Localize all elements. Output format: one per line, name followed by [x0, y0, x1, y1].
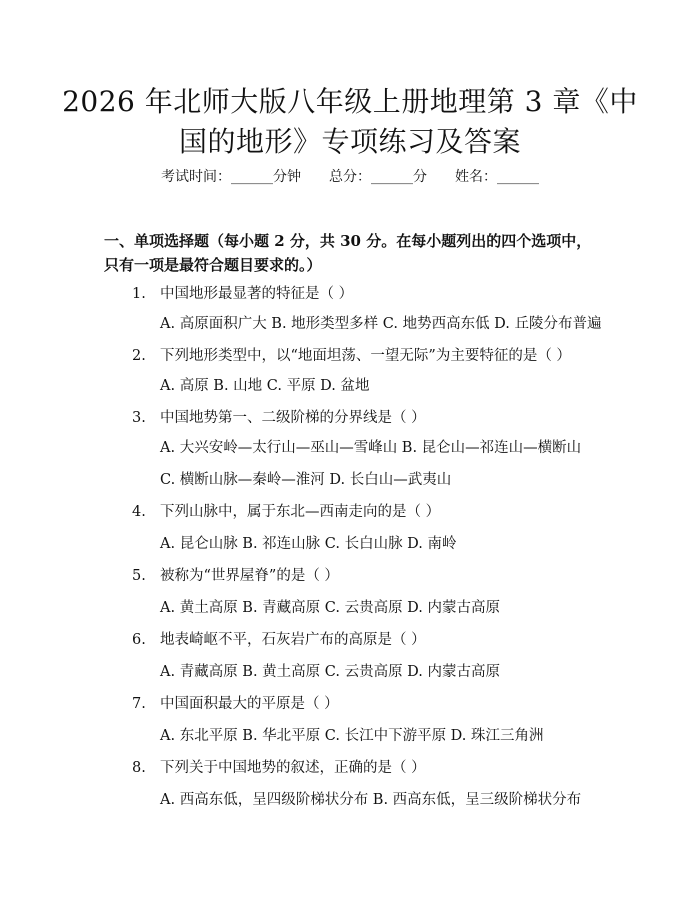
question-2-options: A. 高原 B. 山地 C. 平原 D. 盆地 — [160, 378, 370, 394]
question-number: 6. — [132, 632, 146, 648]
question-text: 下列地形类型中，以“地面坦荡、一望无际”为主要特征的是（ ） — [160, 348, 571, 364]
question-text: 中国面积最大的平原是（ ） — [160, 696, 339, 712]
question-7-options: A. 东北平原 B. 华北平原 C. 长江中下游平原 D. 珠江三角洲 — [160, 728, 544, 744]
question-3-options-line-2: C. 横断山脉—秦岭—淮河 D. 长白山—武夷山 — [160, 472, 452, 488]
question-5-stem — [132, 565, 339, 587]
question-number: 2. — [132, 348, 146, 364]
student-name-field: 姓名：______ — [455, 169, 539, 185]
question-3-stem — [132, 407, 426, 429]
question-1-options: A. 高原面积广大 B. 地形类型多样 C. 地势西高东低 D. 丘陵分布普遍 — [160, 316, 602, 332]
question-7-stem — [132, 693, 339, 715]
question-4-stem — [132, 501, 440, 523]
document-title-line-1: 2026 年北师大版八年级上册地理第 3 章《中 — [62, 85, 638, 118]
question-3-options-line-1: A. 大兴安岭—太行山—巫山—雪峰山 B. 昆仑山—祁连山—横断山 — [160, 440, 582, 456]
total-score-field: 总分：______分 — [329, 169, 427, 185]
question-5-options: A. 黄土高原 B. 青藏高原 C. 云贵高原 D. 内蒙古高原 — [160, 600, 501, 616]
question-2-stem — [132, 345, 571, 367]
section-heading: 一、单项选择题（每小题 2 分，共 30 分。在每小题列出的四个选项中，只有一项是最符合题目要求的。） — [104, 232, 592, 274]
question-text: 下列关于中国地势的叙述，正确的是（ ） — [160, 760, 426, 776]
question-number: 1. — [132, 286, 146, 302]
question-8-options: A. 西高东低，呈四级阶梯状分布 B. 西高东低，呈三级阶梯状分布 — [160, 792, 582, 808]
question-text: 地表崎岖不平，石灰岩广布的高原是（ ） — [160, 632, 426, 648]
question-text: 被称为“世界屋脊”的是（ ） — [160, 568, 339, 584]
question-text: 中国地形最显著的特征是（ ） — [160, 286, 354, 302]
question-text: 中国地势第一、二级阶梯的分界线是（ ） — [160, 410, 426, 426]
document-title-line-2: 国的地形》专项练习及答案 — [178, 125, 521, 158]
exam-info — [0, 166, 700, 188]
question-number: 5. — [132, 568, 146, 584]
question-1-stem — [132, 283, 353, 305]
question-text: 下列山脉中，属于东北—西南走向的是（ ） — [160, 504, 441, 520]
question-number: 7. — [132, 696, 146, 712]
question-number: 3. — [132, 410, 146, 426]
question-number: 8. — [132, 760, 146, 776]
question-6-stem — [132, 629, 426, 651]
exam-time-field: 考试时间：______分钟 — [161, 169, 301, 185]
question-number: 4. — [132, 504, 146, 520]
question-4-options: A. 昆仑山脉 B. 祁连山脉 C. 长白山脉 D. 南岭 — [160, 536, 457, 552]
question-8-stem — [132, 757, 426, 779]
question-6-options: A. 青藏高原 B. 黄土高原 C. 云贵高原 D. 内蒙古高原 — [160, 664, 501, 680]
